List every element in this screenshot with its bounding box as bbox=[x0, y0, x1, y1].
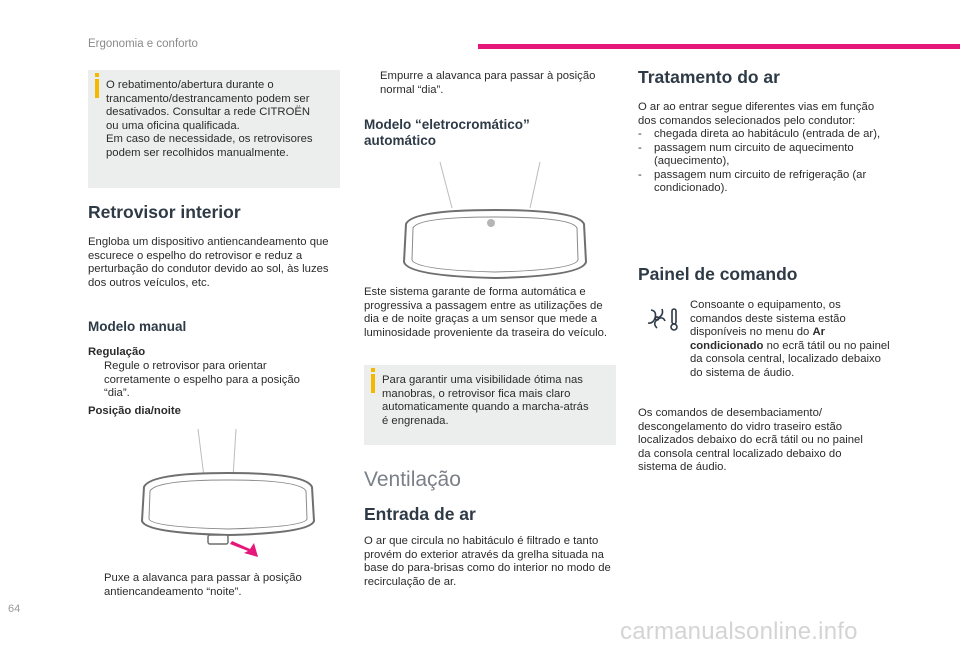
bullet-adjust-mirror bbox=[88, 360, 328, 401]
page-number: 64 bbox=[8, 603, 21, 615]
note-text: Para garantir uma visibilidade ótima nas manobras, o retrovisor fica mais claro automaticamente quando a marcha-atrás é engrenada. bbox=[382, 374, 589, 427]
label-adjustment: Regulação bbox=[88, 346, 146, 358]
paragraph-air-intake: O ar que circula no habitáculo é filtrado e tanto provém do exterior através da grelha situada na base do para-brisas como do interior no modo de recirculação de ar. bbox=[364, 535, 611, 588]
list-item bbox=[638, 142, 883, 169]
heading-air-intake: Entrada de ar bbox=[364, 504, 476, 524]
fan-temperature-icon bbox=[646, 306, 680, 332]
bullet-text: Puxe a alavanca para passar à posição antiencandeamento “noite”. bbox=[104, 572, 302, 598]
bullet-text: Empurre a alavanca para passar à posição normal “dia”. bbox=[380, 70, 596, 96]
panel-text-end: no ecrã tátil ou no painel da consola central, localizado debaixo do sistema de áudio. bbox=[690, 339, 890, 379]
info-note-folding bbox=[88, 70, 340, 188]
panel-text-bold: Ar condicionado bbox=[690, 326, 826, 352]
pull-arrow-icon bbox=[230, 541, 258, 557]
info-note-reverse-gear bbox=[364, 365, 616, 445]
paragraph-electrochromic: Este sistema garante de forma automática e progressiva a passagem entre as utilizações de dia e de noite graças a um sensor que mede a luminosidade proveniente da traseira do veículo. bbox=[364, 286, 608, 339]
light-sensor-icon bbox=[487, 219, 495, 227]
paragraph-control-panel bbox=[690, 299, 890, 381]
heading-manual-model: Modelo manual bbox=[88, 319, 187, 334]
dash-marker: - bbox=[638, 128, 642, 140]
paragraph-rear-defrost: Os comandos de desembaciamento/ descongelamento do vidro traseiro estão localizados debaixo do ecrã tátil ou no painel da consola central localizado debaixo do sistema de áudio. bbox=[638, 407, 863, 474]
list-item-text: passagem num circuito de refrigeração (ar condicionado). bbox=[654, 168, 867, 195]
paragraph-air-treatment-intro: O ar ao entrar segue diferentes vias em função dos comandos selecionados pelo condutor: bbox=[638, 101, 875, 127]
heading-electrochromic-model: Modelo “eletrocromático” automático bbox=[364, 117, 530, 148]
bullet-pull-lever bbox=[88, 572, 338, 599]
list-item-text: chegada direta ao habitáculo (entrada de ar), bbox=[654, 128, 881, 140]
heading-interior-mirror: Retrovisor interior bbox=[88, 202, 241, 222]
info-icon bbox=[371, 374, 375, 393]
dash-marker: - bbox=[638, 168, 642, 181]
section-title: Ergonomia e conforto bbox=[88, 38, 198, 50]
panel-text-start: Consoante o equipamento, os comandos deste sistema estão disponíveis no menu do bbox=[690, 299, 846, 339]
heading-control-panel: Painel de comando bbox=[638, 264, 798, 284]
manual-mirror-illustration bbox=[128, 425, 328, 557]
heading-ventilation: Ventilação bbox=[364, 468, 461, 491]
label-day-night: Posição dia/noite bbox=[88, 405, 181, 417]
heading-air-treatment: Tratamento do ar bbox=[638, 67, 780, 87]
list-item bbox=[638, 169, 883, 196]
section-accent-bar bbox=[478, 44, 960, 49]
list-item-text: passagem num circuito de aquecimento (aquecimento), bbox=[654, 141, 854, 168]
info-icon bbox=[95, 79, 99, 98]
note-text: O rebatimento/abertura durante o trancamento/destrancamento podem ser desativados. Consultar a rede CITROËN ou uma oficina qualificada. Em caso de necessidade, os retrovisores podem ser recolhidos manualmente. bbox=[106, 79, 313, 159]
electrochromic-mirror-illustration bbox=[398, 160, 598, 280]
paragraph-interior-mirror-intro: Engloba um dispositivo antiencandeamento que escurece o espelho do retrovisor e reduz a perturbação do condutor devido ao sol, às luzes dos outros veículos, etc. bbox=[88, 236, 329, 289]
list-item bbox=[638, 128, 883, 142]
air-routes-list bbox=[638, 128, 883, 196]
watermark: carmanualsonline.info bbox=[620, 618, 858, 645]
bullet-text: Regule o retrovisor para orientar corretamente o espelho para a posição “dia”. bbox=[104, 360, 300, 400]
bullet-push-lever bbox=[364, 70, 614, 97]
dash-marker: - bbox=[638, 141, 642, 154]
